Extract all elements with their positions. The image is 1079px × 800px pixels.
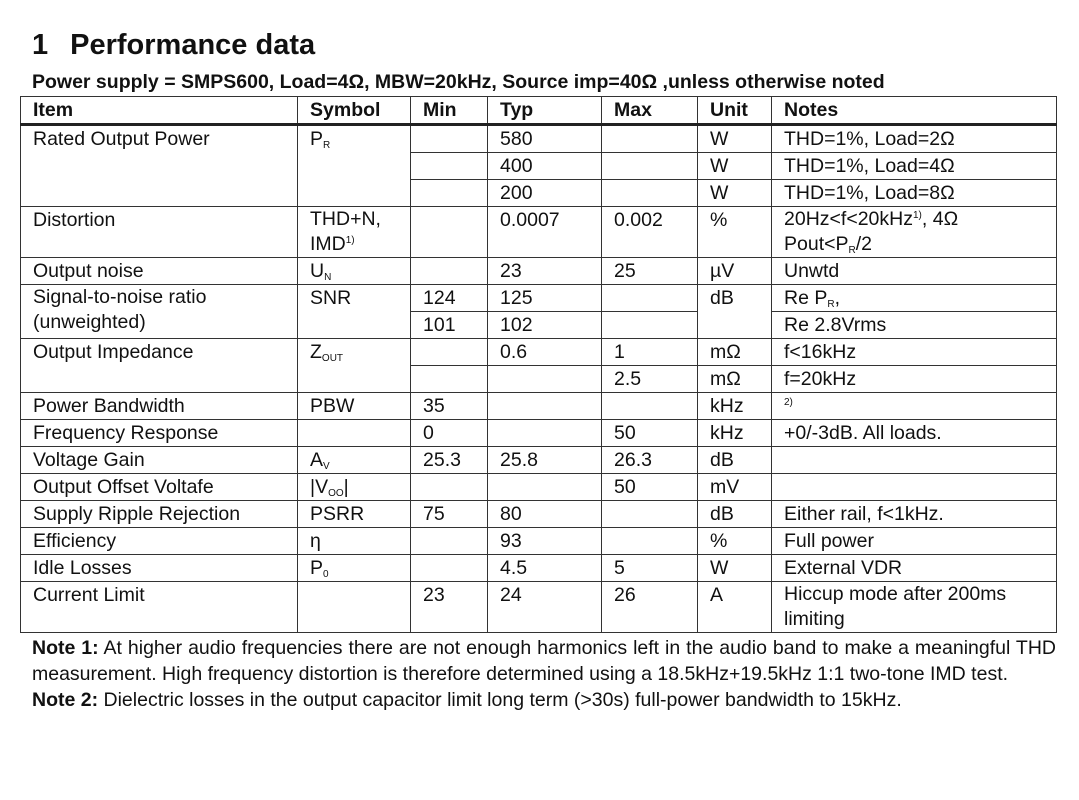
typ-cell: 24 xyxy=(488,582,602,633)
unit-cell: % xyxy=(698,528,772,555)
unit-cell: mV xyxy=(698,474,772,501)
performance-data-section xyxy=(20,0,1056,713)
table-row xyxy=(21,207,1057,258)
symbol-cell: SNR xyxy=(298,285,411,339)
typ-cell: 102 xyxy=(488,312,602,339)
table-row xyxy=(21,339,1057,366)
footnote-label: Note 1: xyxy=(32,637,99,659)
col-typ: Typ xyxy=(488,97,602,125)
max-cell: 25 xyxy=(602,258,698,285)
max-cell: 0.002 xyxy=(602,207,698,258)
max-cell xyxy=(602,285,698,312)
notes-cell: THD=1%, Load=4Ω xyxy=(772,153,1057,180)
typ-cell xyxy=(488,366,602,393)
col-min: Min xyxy=(411,97,488,125)
note-text: , 4Ω xyxy=(921,208,959,230)
typ-cell: 580 xyxy=(488,125,602,153)
max-cell: 26 xyxy=(602,582,698,633)
min-cell xyxy=(411,555,488,582)
typ-cell xyxy=(488,420,602,447)
max-cell: 5 xyxy=(602,555,698,582)
footnote-label: Note 2: xyxy=(32,689,99,711)
min-cell xyxy=(411,474,488,501)
notes-cell: +0/-3dB. All loads. xyxy=(772,420,1057,447)
symbol-cell: PBW xyxy=(298,393,411,420)
min-cell: 35 xyxy=(411,393,488,420)
note-subscript: R xyxy=(848,245,856,256)
min-cell xyxy=(411,528,488,555)
min-cell: 75 xyxy=(411,501,488,528)
col-notes: Notes xyxy=(772,97,1057,125)
typ-cell: 0.0007 xyxy=(488,207,602,258)
symbol-cell xyxy=(298,258,411,285)
symbol-cell xyxy=(298,447,411,474)
unit-cell: W xyxy=(698,125,772,153)
item-cell xyxy=(21,285,298,339)
unit-cell: kHz xyxy=(698,393,772,420)
max-cell xyxy=(602,528,698,555)
typ-cell: 80 xyxy=(488,501,602,528)
item-cell: Current Limit xyxy=(21,582,298,633)
unit-cell: dB xyxy=(698,447,772,474)
table-row xyxy=(21,125,1057,153)
symbol-subscript: N xyxy=(324,272,332,283)
typ-cell: 200 xyxy=(488,180,602,207)
unit-cell: A xyxy=(698,582,772,633)
item-cell: Rated Output Power xyxy=(21,125,298,207)
item-cell: Frequency Response xyxy=(21,420,298,447)
notes-cell: THD=1%, Load=2Ω xyxy=(772,125,1057,153)
max-cell xyxy=(602,180,698,207)
symbol-cell: η xyxy=(298,528,411,555)
footnote-ref: 2) xyxy=(784,397,793,408)
item-cell: Voltage Gain xyxy=(21,447,298,474)
note-text: , xyxy=(834,287,841,309)
footnote-text: At higher audio frequencies there are not enough harmonics left in the audio band to make a meaningful THD measurement. High frequency distortion is therefore determined using a 18.5kHz+19.5kHz 1:1 two-tone IMD test. xyxy=(32,637,1057,685)
symbol-cell: PSRR xyxy=(298,501,411,528)
notes-cell xyxy=(772,207,1057,258)
symbol: Z xyxy=(310,341,322,363)
min-cell: 25.3 xyxy=(411,447,488,474)
max-cell: 50 xyxy=(602,474,698,501)
table-row xyxy=(21,501,1057,528)
table-row xyxy=(21,474,1057,501)
min-cell: 0 xyxy=(411,420,488,447)
symbol-subscript: 0 xyxy=(323,569,329,580)
symbol-subscript: R xyxy=(323,140,331,151)
symbol-cell xyxy=(298,474,411,501)
notes-cell xyxy=(772,285,1057,312)
unit-cell: mΩ xyxy=(698,366,772,393)
table-row xyxy=(21,555,1057,582)
note-subscript: R xyxy=(827,299,835,310)
performance-table xyxy=(20,96,1057,633)
item-text: (unweighted) xyxy=(33,311,146,333)
note-text: 20Hz<f<20kHz xyxy=(784,208,913,230)
symbol-cell xyxy=(298,582,411,633)
unit-cell: dB xyxy=(698,285,772,339)
item-cell: Output noise xyxy=(21,258,298,285)
col-symbol: Symbol xyxy=(298,97,411,125)
section-number: 1 xyxy=(32,29,49,61)
notes-cell: External VDR xyxy=(772,555,1057,582)
min-cell xyxy=(411,339,488,366)
symbol-subscript: OO xyxy=(328,488,344,499)
max-cell: 50 xyxy=(602,420,698,447)
unit-cell: W xyxy=(698,555,772,582)
footnote-2 xyxy=(32,687,1056,713)
max-cell xyxy=(602,125,698,153)
item-cell: Distortion xyxy=(21,207,298,258)
max-cell xyxy=(602,153,698,180)
notes-cell: THD=1%, Load=8Ω xyxy=(772,180,1057,207)
table-row xyxy=(21,258,1057,285)
symbol: P xyxy=(310,128,324,150)
typ-cell xyxy=(488,393,602,420)
note-text: Re P xyxy=(784,287,828,309)
item-cell: Supply Ripple Rejection xyxy=(21,501,298,528)
section-heading xyxy=(32,28,1056,62)
typ-cell: 4.5 xyxy=(488,555,602,582)
max-cell xyxy=(602,501,698,528)
symbol: |V xyxy=(310,476,329,498)
notes-cell: Unwtd xyxy=(772,258,1057,285)
footnote-1 xyxy=(32,635,1056,687)
symbol: A xyxy=(310,449,324,471)
min-cell xyxy=(411,207,488,258)
section-title: Performance data xyxy=(70,29,316,61)
footnote-text: Dielectric losses in the output capacitor limit long term (>30s) full-power bandwidth to 15kHz. xyxy=(98,689,902,711)
notes-cell xyxy=(772,393,1057,420)
col-unit: Unit xyxy=(698,97,772,125)
symbol-subscript: OUT xyxy=(321,353,344,364)
notes-cell: Hiccup mode after 200ms limiting xyxy=(772,582,1057,633)
symbol-cell xyxy=(298,339,411,393)
unit-cell: µV xyxy=(698,258,772,285)
note-text: Pout<P xyxy=(784,233,849,255)
symbol: U xyxy=(310,260,325,282)
table-row xyxy=(21,285,1057,312)
max-cell: 1 xyxy=(602,339,698,366)
table-row xyxy=(21,393,1057,420)
symbol-cell xyxy=(298,125,411,207)
test-conditions: Power supply = SMPS600, Load=4Ω, MBW=20kHz, Source imp=40Ω ,unless otherwise noted xyxy=(32,71,885,93)
footnote-ref: 1) xyxy=(913,210,922,221)
unit-cell: W xyxy=(698,153,772,180)
max-cell: 2.5 xyxy=(602,366,698,393)
min-cell: 101 xyxy=(411,312,488,339)
col-max: Max xyxy=(602,97,698,125)
item-cell: Output Offset Voltafe xyxy=(21,474,298,501)
note-text: /2 xyxy=(855,233,873,255)
notes-cell: Either rail, f<1kHz. xyxy=(772,501,1057,528)
symbol: THD+N, xyxy=(310,208,381,230)
typ-cell: 25.8 xyxy=(488,447,602,474)
max-cell xyxy=(602,393,698,420)
item-cell: Idle Losses xyxy=(21,555,298,582)
symbol-cell xyxy=(298,207,411,258)
item-text: Signal-to-noise ratio xyxy=(33,286,207,308)
symbol: | xyxy=(343,476,349,498)
symbol: P xyxy=(310,557,324,579)
min-cell: 23 xyxy=(411,582,488,633)
unit-cell: W xyxy=(698,180,772,207)
symbol: IMD xyxy=(310,233,346,255)
max-cell: 26.3 xyxy=(602,447,698,474)
min-cell xyxy=(411,366,488,393)
symbol-cell xyxy=(298,420,411,447)
notes-cell: Full power xyxy=(772,528,1057,555)
min-cell xyxy=(411,125,488,153)
typ-cell: 0.6 xyxy=(488,339,602,366)
notes-cell: Re 2.8Vrms xyxy=(772,312,1057,339)
symbol-cell xyxy=(298,555,411,582)
typ-cell: 93 xyxy=(488,528,602,555)
footnote-ref: 1) xyxy=(345,235,355,246)
footnotes xyxy=(32,635,1056,713)
min-cell xyxy=(411,153,488,180)
min-cell xyxy=(411,180,488,207)
item-cell: Power Bandwidth xyxy=(21,393,298,420)
typ-cell: 400 xyxy=(488,153,602,180)
item-cell: Output Impedance xyxy=(21,339,298,393)
table-header xyxy=(21,97,1057,125)
unit-cell: % xyxy=(698,207,772,258)
notes-cell xyxy=(772,447,1057,474)
table-row xyxy=(21,582,1057,633)
item-cell: Efficiency xyxy=(21,528,298,555)
symbol-subscript: V xyxy=(323,461,330,472)
notes-cell: f<16kHz xyxy=(772,339,1057,366)
table-row xyxy=(21,447,1057,474)
typ-cell: 23 xyxy=(488,258,602,285)
col-item: Item xyxy=(21,97,298,125)
typ-cell: 125 xyxy=(488,285,602,312)
table-row xyxy=(21,528,1057,555)
typ-cell xyxy=(488,474,602,501)
notes-cell xyxy=(772,474,1057,501)
unit-cell: mΩ xyxy=(698,339,772,366)
unit-cell: dB xyxy=(698,501,772,528)
max-cell xyxy=(602,312,698,339)
min-cell: 124 xyxy=(411,285,488,312)
min-cell xyxy=(411,258,488,285)
notes-cell: f=20kHz xyxy=(772,366,1057,393)
unit-cell: kHz xyxy=(698,420,772,447)
table-row xyxy=(21,420,1057,447)
